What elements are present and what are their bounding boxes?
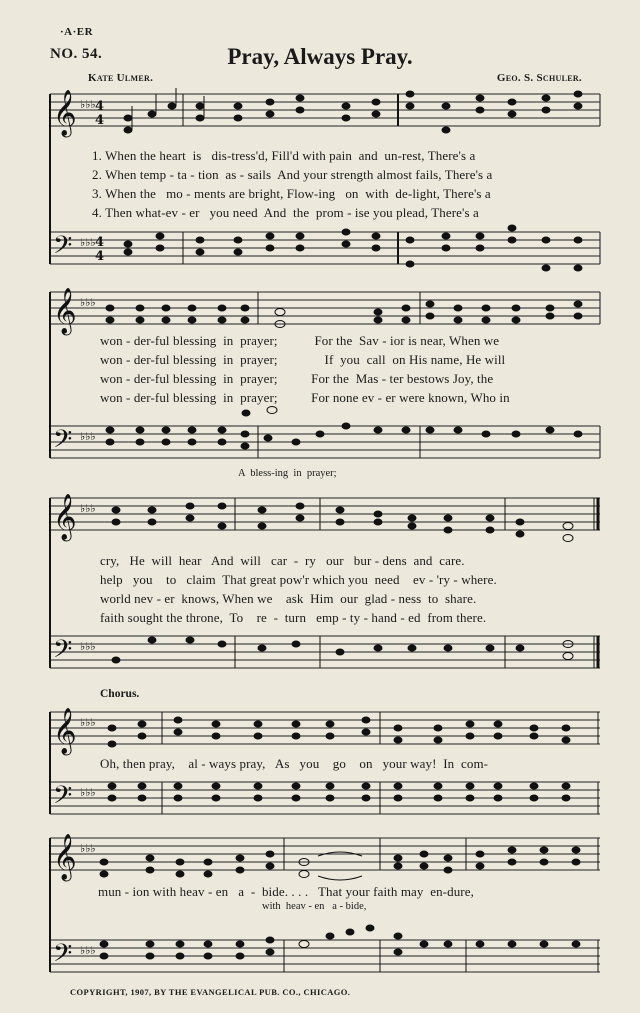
svg-text:♭♭♭: ♭♭♭ — [80, 296, 96, 309]
verse-4-line-3: faith sought the throne, To re - turn emp - ty - hand - ed from there. — [100, 610, 487, 625]
svg-text:♭♭♭: ♭♭♭ — [80, 786, 96, 799]
svg-text:♭♭♭: ♭♭♭ — [80, 236, 96, 249]
verse-2-line-3: help you to claim That great pow'r which you need ev - 'ry - where. — [100, 572, 497, 587]
svg-text:𝄢: 𝄢 — [53, 425, 73, 460]
svg-text:♭♭♭: ♭♭♭ — [80, 502, 96, 515]
copyright-notice: COPYRIGHT, 1907, BY THE EVANGELICAL PUB. CO., CHICAGO. — [70, 987, 351, 997]
svg-text:4: 4 — [95, 249, 105, 264]
verse-1-line-1: 1. When the heart is dis-tress'd, Fill'd with pain and un-rest, There's a — [92, 148, 476, 163]
svg-text:♭♭♭: ♭♭♭ — [80, 716, 96, 729]
svg-text:𝄞: 𝄞 — [53, 494, 77, 540]
chorus-label: Chorus. — [100, 688, 140, 700]
svg-text:♭♭♭: ♭♭♭ — [80, 944, 96, 957]
chorus-line-1: Oh, then pray, al - ways pray, As you go on your way! In com- — [100, 756, 489, 771]
verse-1-line-2: won - der-ful blessing in prayer; For the Sav - ior is near, When we — [100, 333, 500, 348]
bass-cue-lyric: A bless-ing in prayer; — [238, 468, 337, 479]
svg-text:4: 4 — [95, 235, 105, 250]
page-top-label: ·A·ER — [60, 26, 94, 38]
composer-credit: Geo. S. Schuler. — [496, 72, 582, 84]
svg-text:𝄞: 𝄞 — [53, 834, 77, 880]
lyricist-credit: Kate Ulmer. — [88, 72, 154, 84]
verse-2-line-2: won - der-ful blessing in prayer; If you call on His name, He will — [100, 352, 506, 367]
chorus-cue-lyric: with heav - en a - bide, — [262, 901, 367, 912]
hymn-title: Pray, Always Pray. — [227, 44, 413, 69]
svg-text:𝄞: 𝄞 — [53, 288, 77, 334]
svg-text:♭♭♭: ♭♭♭ — [80, 640, 96, 653]
verse-3-line-2: won - der-ful blessing in prayer; For the Mas - ter bestows Joy, the — [100, 371, 494, 386]
svg-text:𝄢: 𝄢 — [53, 231, 73, 266]
svg-text:𝄢: 𝄢 — [53, 781, 73, 816]
svg-text:𝄞: 𝄞 — [53, 90, 77, 136]
svg-text:𝄢: 𝄢 — [53, 635, 73, 670]
verse-4-line-1: 4. Then what-ev - er you need And the prom - ise you plead, There's a — [92, 205, 479, 220]
svg-text:♭♭♭: ♭♭♭ — [80, 430, 96, 443]
verse-3-line-1: 3. When the mo - ments are bright, Flow-ing on with de-light, There's a — [92, 186, 491, 201]
verse-2-line-1: 2. When temp - ta - tion as - sails And your strength almost fails, There's a — [92, 167, 493, 182]
svg-text:♭♭♭: ♭♭♭ — [80, 842, 96, 855]
verse-1-line-3: cry, He will hear And will car - ry our bur - dens and care. — [100, 553, 465, 568]
hymn-number: NO. 54. — [50, 46, 103, 62]
verse-4-line-2: won - der-ful blessing in prayer; For none ev - er were known, Who in — [100, 390, 510, 405]
svg-text:♭♭♭: ♭♭♭ — [80, 98, 96, 111]
svg-text:𝄢: 𝄢 — [53, 939, 73, 974]
chorus-line-2: mun - ion with heav - en a - bide. . . . That your faith may en-dure, — [98, 884, 474, 899]
svg-text:4: 4 — [95, 113, 105, 128]
svg-text:𝄞: 𝄞 — [53, 708, 77, 754]
verse-3-line-3: world nev - er knows, When we ask Him our glad - ness to share. — [100, 591, 477, 606]
svg-text:4: 4 — [95, 99, 105, 114]
